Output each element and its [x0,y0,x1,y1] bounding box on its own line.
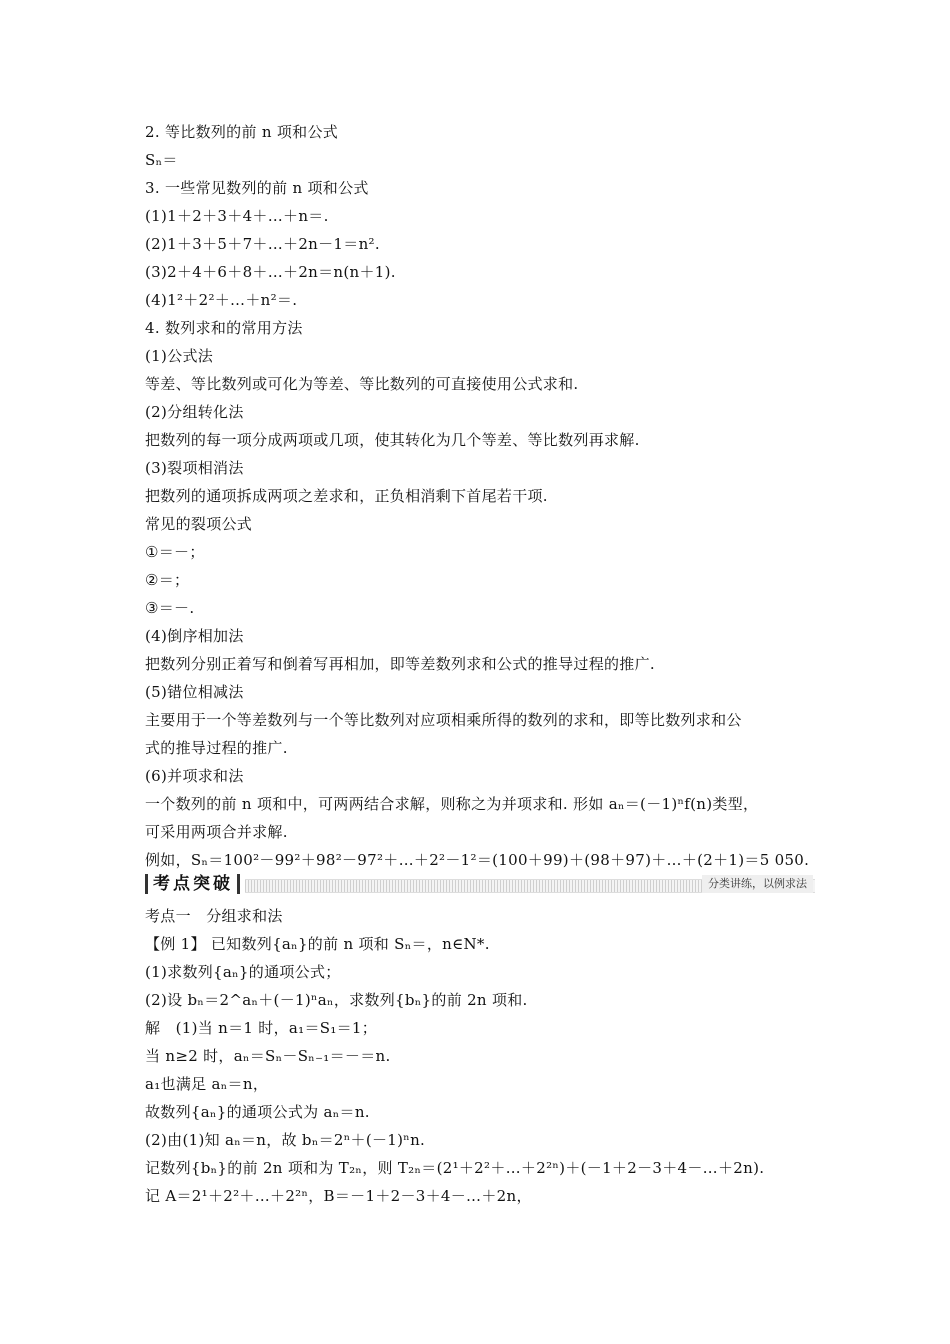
banner-title: 考点突破 [153,874,233,894]
method-5-title: (5)错位相减法 [145,683,244,701]
sum-formula-1: (1)1＋2＋3＋4＋…＋n＝. [145,207,329,225]
solution-line-7: 记 A＝2¹＋2²＋…＋2²ⁿ，B＝－1＋2－3＋4－…＋2n， [145,1187,532,1205]
example-1-statement: 【例 1】 已知数列{aₙ}的前 n 项和 Sₙ＝，n∈N*. [145,935,490,953]
example-1-part-2: (2)设 bₙ＝2^aₙ＋(－1)ⁿaₙ，求数列{bₙ}的前 2n 项和. [145,991,528,1009]
method-3-title: (3)裂项相消法 [145,459,244,477]
solution-line-2: 当 n≥2 时，aₙ＝Sₙ－Sₙ₋₁＝－＝n. [145,1047,391,1065]
section-banner [145,872,815,896]
solution-line-5: (2)由(1)知 aₙ＝n，故 bₙ＝2ⁿ＋(－1)ⁿn. [145,1131,426,1149]
method-1-text: 等差、等比数列或可化为等差、等比数列的可直接使用公式求和. [145,375,579,393]
sum-formula-2: (2)1＋3＋5＋7＋…＋2n－1＝n². [145,235,380,253]
banner-divider [237,874,240,894]
method-6-text-line2: 可采用两项合并求解. [145,823,288,841]
solution-line-3: a₁也满足 aₙ＝n， [145,1075,269,1093]
method-3-subheading: 常见的裂项公式 [145,515,253,533]
solution-line-1: 解 (1)当 n＝1 时，a₁＝S₁＝1； [145,1019,378,1037]
banner-left-bar [145,874,148,894]
geometric-sum-formula: Sₙ＝ [145,151,178,169]
sum-formula-3: (3)2＋4＋6＋8＋…＋2n＝n(n＋1). [145,263,396,281]
split-formula-3: ③＝－. [145,599,195,617]
method-5-text-line1: 主要用于一个等差数列与一个等比数列对应项相乘所得的数列的求和，即等比数列求和公 [145,711,742,729]
solution-line-6: 记数列{bₙ}的前 2n 项和为 T₂ₙ，则 T₂ₙ＝(2¹＋2²＋…＋2²ⁿ)＋(－1＋2－3＋4－…＋2n). [145,1159,765,1177]
method-6-example: 例如，Sₙ＝100²－99²＋98²－97²＋…＋2²－1²＝(100＋99)＋(98＋97)＋…＋(2＋1)＝5 050. [145,851,810,869]
example-1-part-1: (1)求数列{aₙ}的通项公式； [145,963,341,981]
split-formula-2: ②＝； [145,571,190,589]
split-formula-1: ①＝－； [145,543,205,561]
method-6-text-line1: 一个数列的前 n 项和中，可两两结合求解，则称之为并项求和. 形如 aₙ＝(－1)ⁿf(n)类型， [145,795,759,813]
section-4-heading: 4. 数列求和的常用方法 [145,319,303,337]
sum-formula-4: (4)1²＋2²＋…＋n²＝. [145,291,298,309]
method-4-text: 把数列分别正着写和倒着写再相加，即等差数列求和公式的推导过程的推广. [145,655,655,673]
method-2-title: (2)分组转化法 [145,403,244,421]
banner-tag: 分类讲练，以例求法 [702,875,813,893]
section-2-heading: 2. 等比数列的前 n 项和公式 [145,123,339,141]
method-3-text: 把数列的通项拆成两项之差求和，正负相消剩下首尾若干项. [145,487,548,505]
topic-1-title: 考点一 分组求和法 [145,907,283,925]
section-3-heading: 3. 一些常见数列的前 n 项和公式 [145,179,369,197]
method-5-text-line2: 式的推导过程的推广. [145,739,288,757]
method-2-text: 把数列的每一项分成两项或几项，使其转化为几个等差、等比数列再求解. [145,431,640,449]
solution-line-4: 故数列{aₙ}的通项公式为 aₙ＝n. [145,1103,370,1121]
method-6-title: (6)并项求和法 [145,767,244,785]
method-1-title: (1)公式法 [145,347,214,365]
method-4-title: (4)倒序相加法 [145,627,244,645]
